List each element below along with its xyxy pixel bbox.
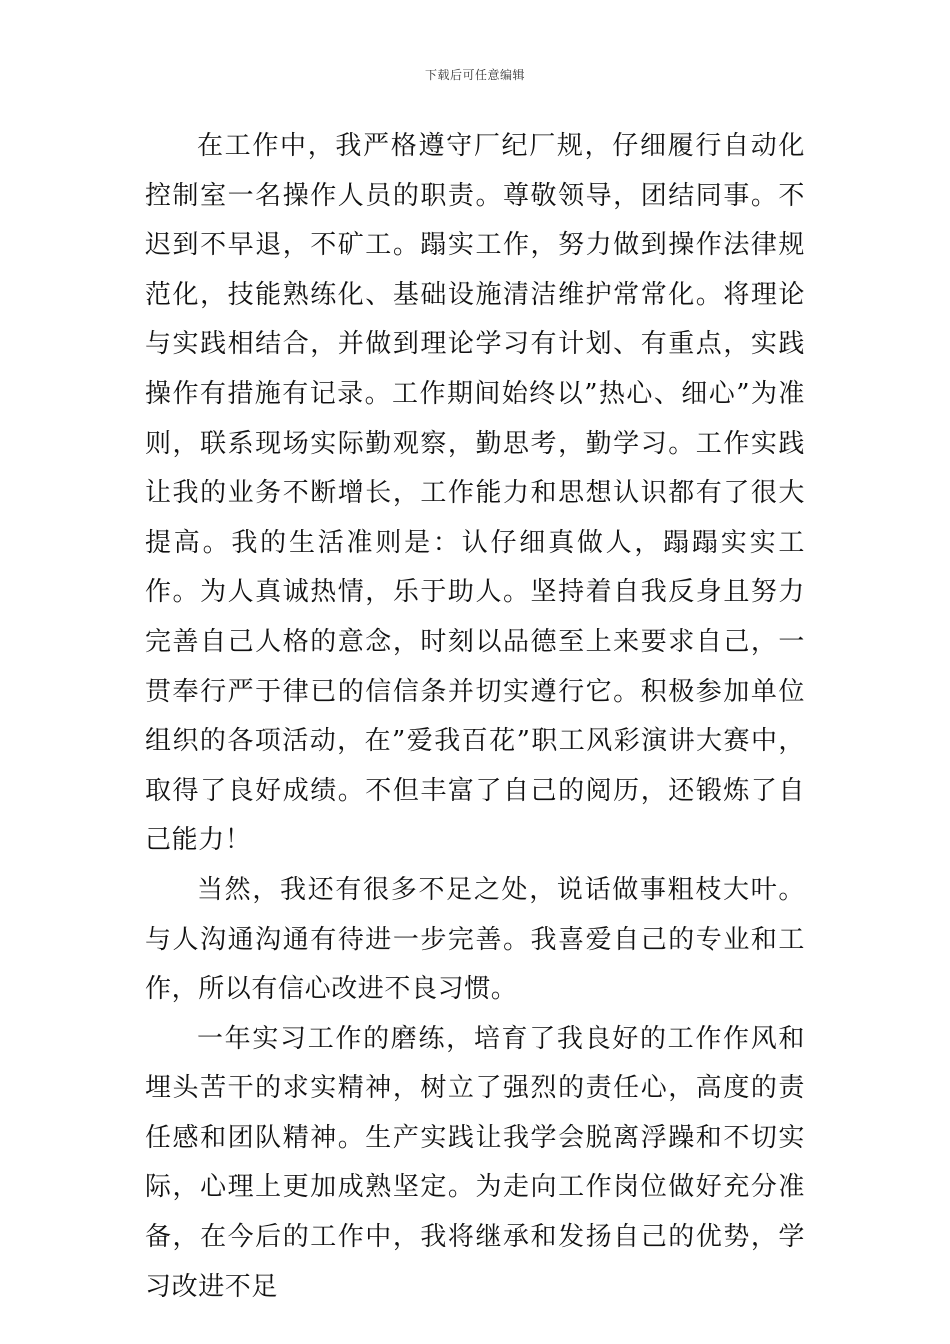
paragraph-1: 在工作中，我严格遵守厂纪厂规，仔细履行自动化控制室一名操作人员的职责。尊敬领导，团结同事。不迟到不早退，不矿工。蹋实工作，努力做到操作法律规范化，技能熟练化、基础设施清洁维护常常化。将理论与实践相结合，并做到理论学习有计划、有重点，实践操作有措施有记录。工作期间始终以”热心、细心”为准则，联系现场实际勤观察，勤思考，勤学习。工作实践让我的业务不断增长，工作能力和思想认识都有了很大提高。我的生活准则是：认仔细真做人，蹋蹋实实工作。为人真诚热情，乐于助人。坚持着自我反身且努力完善自己人格的意念，时刻以品德至上来要求自己，一贯奉行严于律已的信信条并切实遵行它。积极参加单位组织的各项活动，在”爱我百花”职工风彩演讲大赛中，取得了良好成绩。不但丰富了自己的阅历，还锻炼了自己能力！ bbox=[145, 131, 805, 856]
page-header: 下载后可任意编辑 bbox=[424, 68, 525, 82]
paragraph-3: 一年实习工作的磨练，培育了我良好的工作作风和埋头苦干的求实精神，树立了强烈的责任心，高度的责任感和团队精神。生产实践让我学会脱离浮躁和不切实际，心理上更加成熟坚定。为走向工作岗位做好充分准备，在今后的工作中，我将继承和发扬自己的优势，学习改进不足 bbox=[145, 1023, 805, 1302]
paragraph-2: 当然，我还有很多不足之处，说话做事粗枝大叶。与人沟通沟通有待进一步完善。我喜爱自己的专业和工作，所以有信心改进不良习惯。 bbox=[145, 874, 805, 1005]
document-body bbox=[145, 122, 805, 1312]
